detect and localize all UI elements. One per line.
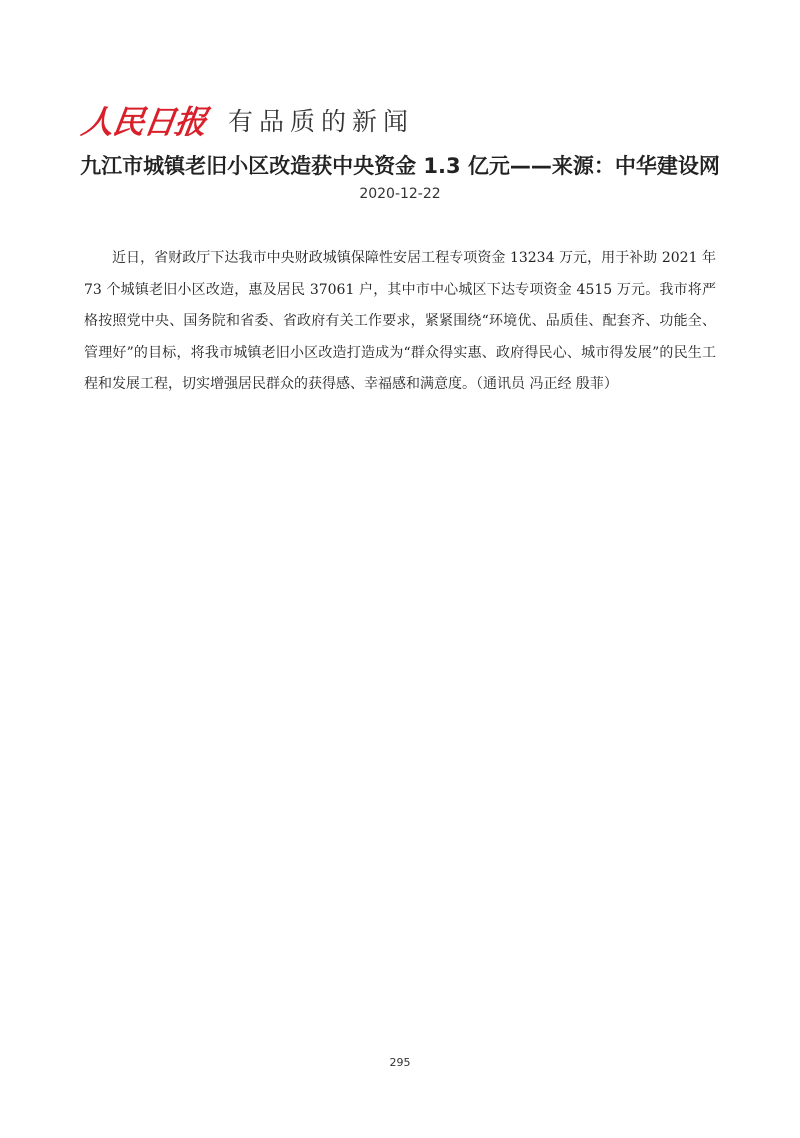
article-title: 九江市城镇老旧小区改造获中央资金 1.3 亿元——来源：中华建设网 [80, 154, 720, 178]
page-number: 295 [389, 1056, 411, 1069]
masthead-slogan: 有品质的新闻 [228, 107, 415, 136]
people-daily-logo: 人民日报 [79, 103, 209, 141]
masthead [79, 98, 415, 142]
article-date: 2020-12-22 [359, 186, 441, 202]
article-body: 近日，省财政厅下达我市中央财政城镇保障性安居工程专项资金 13234 万元，用于补助 2021 年 73 个城镇老旧小区改造，惠及居民 37061 户，其中市中心城区下达专项资金 4515 万元。我市将严格按照党中央、国务院和省委、省政府有关工作要求，紧紧围绕“环境优、品质佳、配套齐、功能全、管理好”的目标，将我市城镇老旧小区改造打造成为“群众得实惠、政府得民心、城市得发展”的民生工程和发展工程，切实增强居民群众的获得感、幸福感和满意度。（通讯员 冯正经 殷菲） [84, 250, 716, 392]
